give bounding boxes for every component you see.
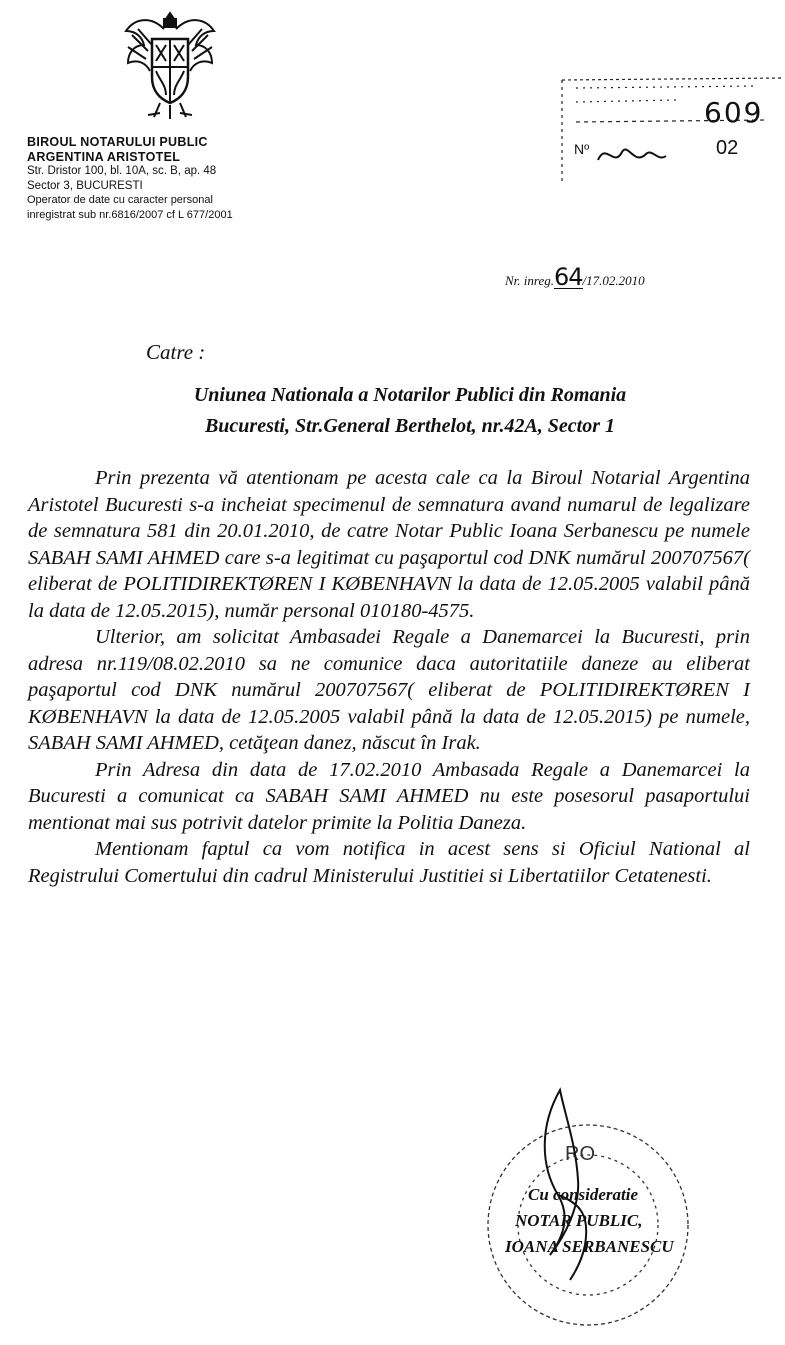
- closing-block: [505, 1182, 674, 1260]
- reference-date: /17.02.2010: [582, 273, 645, 288]
- romanian-coat-of-arms-icon: [120, 5, 220, 123]
- recipient-line-1: Uniunea Nationala a Notarilor Publici din Romania: [193, 384, 627, 406]
- closing-title: NOTAR PUBLIC,: [515, 1211, 643, 1230]
- paragraph-3: Prin Adresa din data de 17.02.2010 Ambasada Regale a Danemarcei la Bucuresti a comunicat ca SABAH SAMI AHMED nu este posesorul pasaportului mentionat mai sus potrivit datelor primite la Politia Daneza.: [28, 758, 750, 834]
- seal-letters: RO: [565, 1143, 595, 1165]
- office-name: BIROUL NOTARULUI PUBLIC: [27, 135, 208, 149]
- recipient-address: [60, 380, 760, 442]
- address-line-2: Sector 3, BUCURESTI: [27, 179, 143, 192]
- operator-line-2: inregistrat sub nr.6816/2007 cf L 677/2001: [27, 208, 233, 221]
- salutation: Catre :: [146, 340, 206, 364]
- stamp-number-prefix: Nº: [574, 141, 590, 157]
- sender-block: [27, 135, 233, 222]
- reference-prefix: Nr. inreg.: [505, 273, 554, 288]
- reference-number: 64: [554, 263, 583, 291]
- stamp-scribble: [598, 149, 666, 160]
- stamp-handwritten-number: 609: [704, 96, 764, 129]
- notary-name: ARGENTINA ARISTOTEL: [27, 149, 181, 164]
- registration-reference: [505, 263, 645, 291]
- address-line-1: Str. Dristor 100, bl. 10A, sc. B, ap. 48: [27, 165, 217, 177]
- registration-stamp: [556, 72, 785, 187]
- stamp-date-fragment: 02: [716, 137, 739, 159]
- closing-regards: Cu consideratie: [528, 1185, 639, 1204]
- operator-line-1: Operator de date cu caracter personal: [27, 194, 213, 206]
- paragraph-4: Mentionam faptul ca vom notifica in acest sens si Oficiul National al Registrului Comertului din cadrul Ministerului Justitiei si Libertatiilor Cetatenesti.: [28, 838, 750, 887]
- paragraph-2: Ulterior, am solicitat Ambasadei Regale a Danemarcei la Bucuresti, prin adresa nr.119/08.02.2010 sa ne comunice daca autoritatiile daneze au eliberat paşaportul cod DNK numărul 200707567( eliberat de POLITIDIREKTØREN I KØBENHAVN la data de 12.05.2005 valabil până la data de 12.05.2015) pe numele, SABAH SAMI AHMED, cetăţean danez, născut în Irak.: [28, 626, 750, 754]
- paragraph-1: Prin prezenta vă atentionam pe acesta cale ca la Biroul Notarial Argentina Aristotel Bucuresti s-a incheiat specimenul de semnatura avand numarul de legalizare de semnatura 581 din 20.01.2010, de catre Notar Public Ioana Serbanescu pe numele SABAH SAMI AHMED care s-a legitimat cu paşaportul cod DNK numărul 200707567( eliberat de POLITIDIREKTØREN I KØBENHAVN la data de 12.05.2005 valabil până la data de 12.05.2015), număr personal 010180-4575.: [28, 467, 750, 622]
- letter-body: [28, 465, 750, 889]
- closing-name: IOANA SERBANESCU: [505, 1237, 674, 1256]
- recipient-line-2: Bucuresti, Str.General Berthelot, nr.42A, Sector 1: [204, 415, 616, 437]
